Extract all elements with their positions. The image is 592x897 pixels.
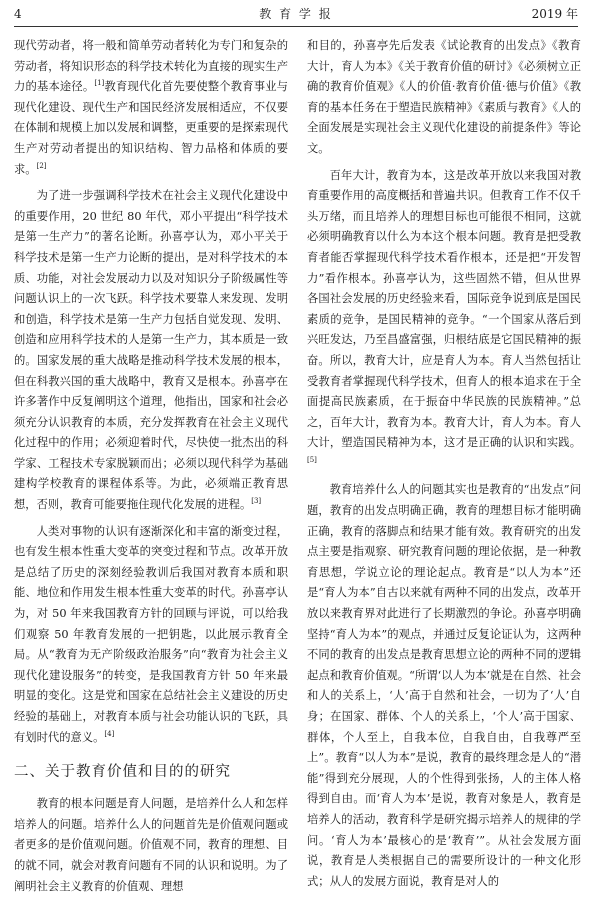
citation-ref: [4] <box>104 729 115 738</box>
paragraph <box>307 36 581 160</box>
running-header <box>14 4 578 27</box>
page-number: 4 <box>14 7 22 21</box>
citation-ref: [3] <box>251 497 262 506</box>
paragraph <box>14 186 288 516</box>
left-column <box>14 36 288 897</box>
citation-ref: [1] <box>94 79 105 88</box>
paragraph-text: 教育的根本问题是育人问题，是培养什么人和怎样培养人的问题。培养什么人的问题首先是价值观问题或者更多的是价值观问题。价值观不同，教育的理想、目的就不同，就会对教育问题有不同的认识和说明。为了阐明社会主义教育的价值观、理想 <box>14 797 288 893</box>
right-column <box>307 36 581 892</box>
paragraph-text: 现代劳动者，将一般和简单劳动者转化为专门和复杂的劳动者，将知识形态的科学技术转化为直接的现实生产力的基本途径。 <box>14 39 288 94</box>
section-heading: 二、关于教育价值和目的的研究 <box>14 764 231 781</box>
citation-ref: [5] <box>307 456 317 465</box>
paragraph <box>307 166 581 475</box>
paragraph <box>14 522 288 749</box>
paragraph <box>307 480 581 892</box>
journal-title: 教 育 学 报 <box>259 7 333 21</box>
paragraph <box>14 794 288 897</box>
paragraph-text: 和目的，孙喜亭先后发表《试论教育的出发点》《教育大计，育人为本》《关于教育价值的研讨》《必须树立正确的教育价值观》《人的价值·教育价值·德与价值》《教育的基本任务在于塑造民族精神》《素质与教育》《人的全面发展是实现社会主义现代化建设的前提条件》等论文。 <box>307 39 581 155</box>
paragraph <box>14 36 288 180</box>
paragraph-text: 百年大计，教育为本，这是改革开放以来我国对教育重要作用的高度概括和普遍共识。但教育工作不仅千头万绪，而且培养人的理想目标也可能很不相同，这就必须明确教育以什么为本这个根本问题。教育是把受教育者能否掌握现代科学技术看作根本，还是把“开发智力”看作根本。孙喜亭认为，这些固然不错，但从世界各国社会发展的历史经验来看，国际竞争说到底是国民素质的竞争，是国民精神的竞争。“一个国家从落后到兴旺发达，乃至昌盛富强，归根结底是它国民精神的振奋。所以，教育大计，应是育人为本。育人当然包括让受教育者掌握现代科学技术，但育人的根本追求在于全面提高民族素质，在于振奋中华民族的民族精神。”总之，百年大计，教育为本。教育大计，育人为本。育人大计，塑造国民精神为本，这才是正确的认识和实践。 <box>307 168 581 450</box>
paragraph-text: 教育现代化首先要使整个教育事业与现代化建设、现代生产和国民经济发展相适应，不仅要在体制和规模上加以发展和调整，更重要的是探索现代生产对劳动者提出的知识结构、智力品格和体质的要求。 <box>14 80 288 176</box>
issue-year: 2019 年 <box>531 7 578 21</box>
paragraph-text: 人类对事物的认识有逐渐深化和丰富的渐变过程，也有发生根本性重大变革的突变过程和节点。改革开放是总结了历史的深刻经验教训后我国对教育本质和职能、地位和作用发生根本性重大变革的时代。孙喜亭认为，对 50 年来我国教育方针的回顾与评说，可以给我们观察 50 年教育发展的一把钥匙，以此展示教育全局。从“教育为无产阶级政治服务”向“教育为社会主义现代化建设服务”的转变，是我国教育方针 50 年来最明显的变化。这是党和国家在总结社会主义建设的历史经验的基础上，对教育本质与社会功能认识的飞跃，具有划时代的意义。 <box>14 524 288 744</box>
paragraph-text: 为了进一步强调科学技术在社会主义现代化建设中的重要作用，20 世纪 80 年代，邓小平提出“科学技术是第一生产力”的著名论断。孙喜亭认为，邓小平关于科学技术是第一生产力论断的提出，是对科学技术的本质、功能，对社会发展动力以及对知识分子阶级属性等问题认识上的一次飞跃。科学技术要靠人来发现、发明和创造，科学技术是第一生产力包括自觉发现、发明、创造和应用科学技术的人是第一生产力，其本质是一致的。国家发展的重大战略是推动科学技术发展的根本，但在科教兴国的重大战略中，教育又是根本。孙喜亭在许多著作中反复阐明这个道理，他指出，国家和社会必须充分认识教育的本质，充分发挥教育在社会主义现代化过程中的作用；必须迎着时代，尽快使一批杰出的科学家、工程技术专家脱颖而出；必须以现代科学为基础建构学校教育的课程体系等。为此，必须端正教育思想，否则，教育可能要拖住现代化发展的进程。 <box>14 189 288 512</box>
citation-ref: [2] <box>36 161 47 170</box>
paragraph-text: 教育培养什么人的问题其实也是教育的“出发点”问题，教育的出发点明确正确，教育的理想目标才能明确正确，教育的落脚点和结果才能有效。教育研究的出发点主要是指观察、研究教育问题的理论依据，是一种教育思想，学说立论的理论起点。教育是“以人为本”还是“育人为本”自古以来就有两种不同的出发点，改革开放以来教育界对此进行了长期激烈的争论。孙喜亭明确坚持“育人为本”的观点，并通过反复论证认为，这两种不同的教育的出发点是教育思想立论的两种不同的逻辑起点和教育价值观。“所谓‘以人为本’就是在自然、社会和人的关系上，‘人’高于自然和社会，一切为了‘人’自身；在国家、群体、个人的关系上，‘个人’高于国家、群体，个人至上，自我本位，自我自由，自我尊严至上”。教育“以人为本”是说，教育的最终理念是人的“潜能”得到充分展现，人的个性得到张扬，人的主体人格得到自由。而‘育人为本’是说，教育对象是人，教育是培养人的活动，教育科学是研究揭示培养人的规律的学问。‘育人为本’最核心的是‘教育’”。从社会发展方面说，教育是人类根据自己的需要所设计的一种文化形式；从人的发展方面说，教育是对人的 <box>307 483 581 888</box>
